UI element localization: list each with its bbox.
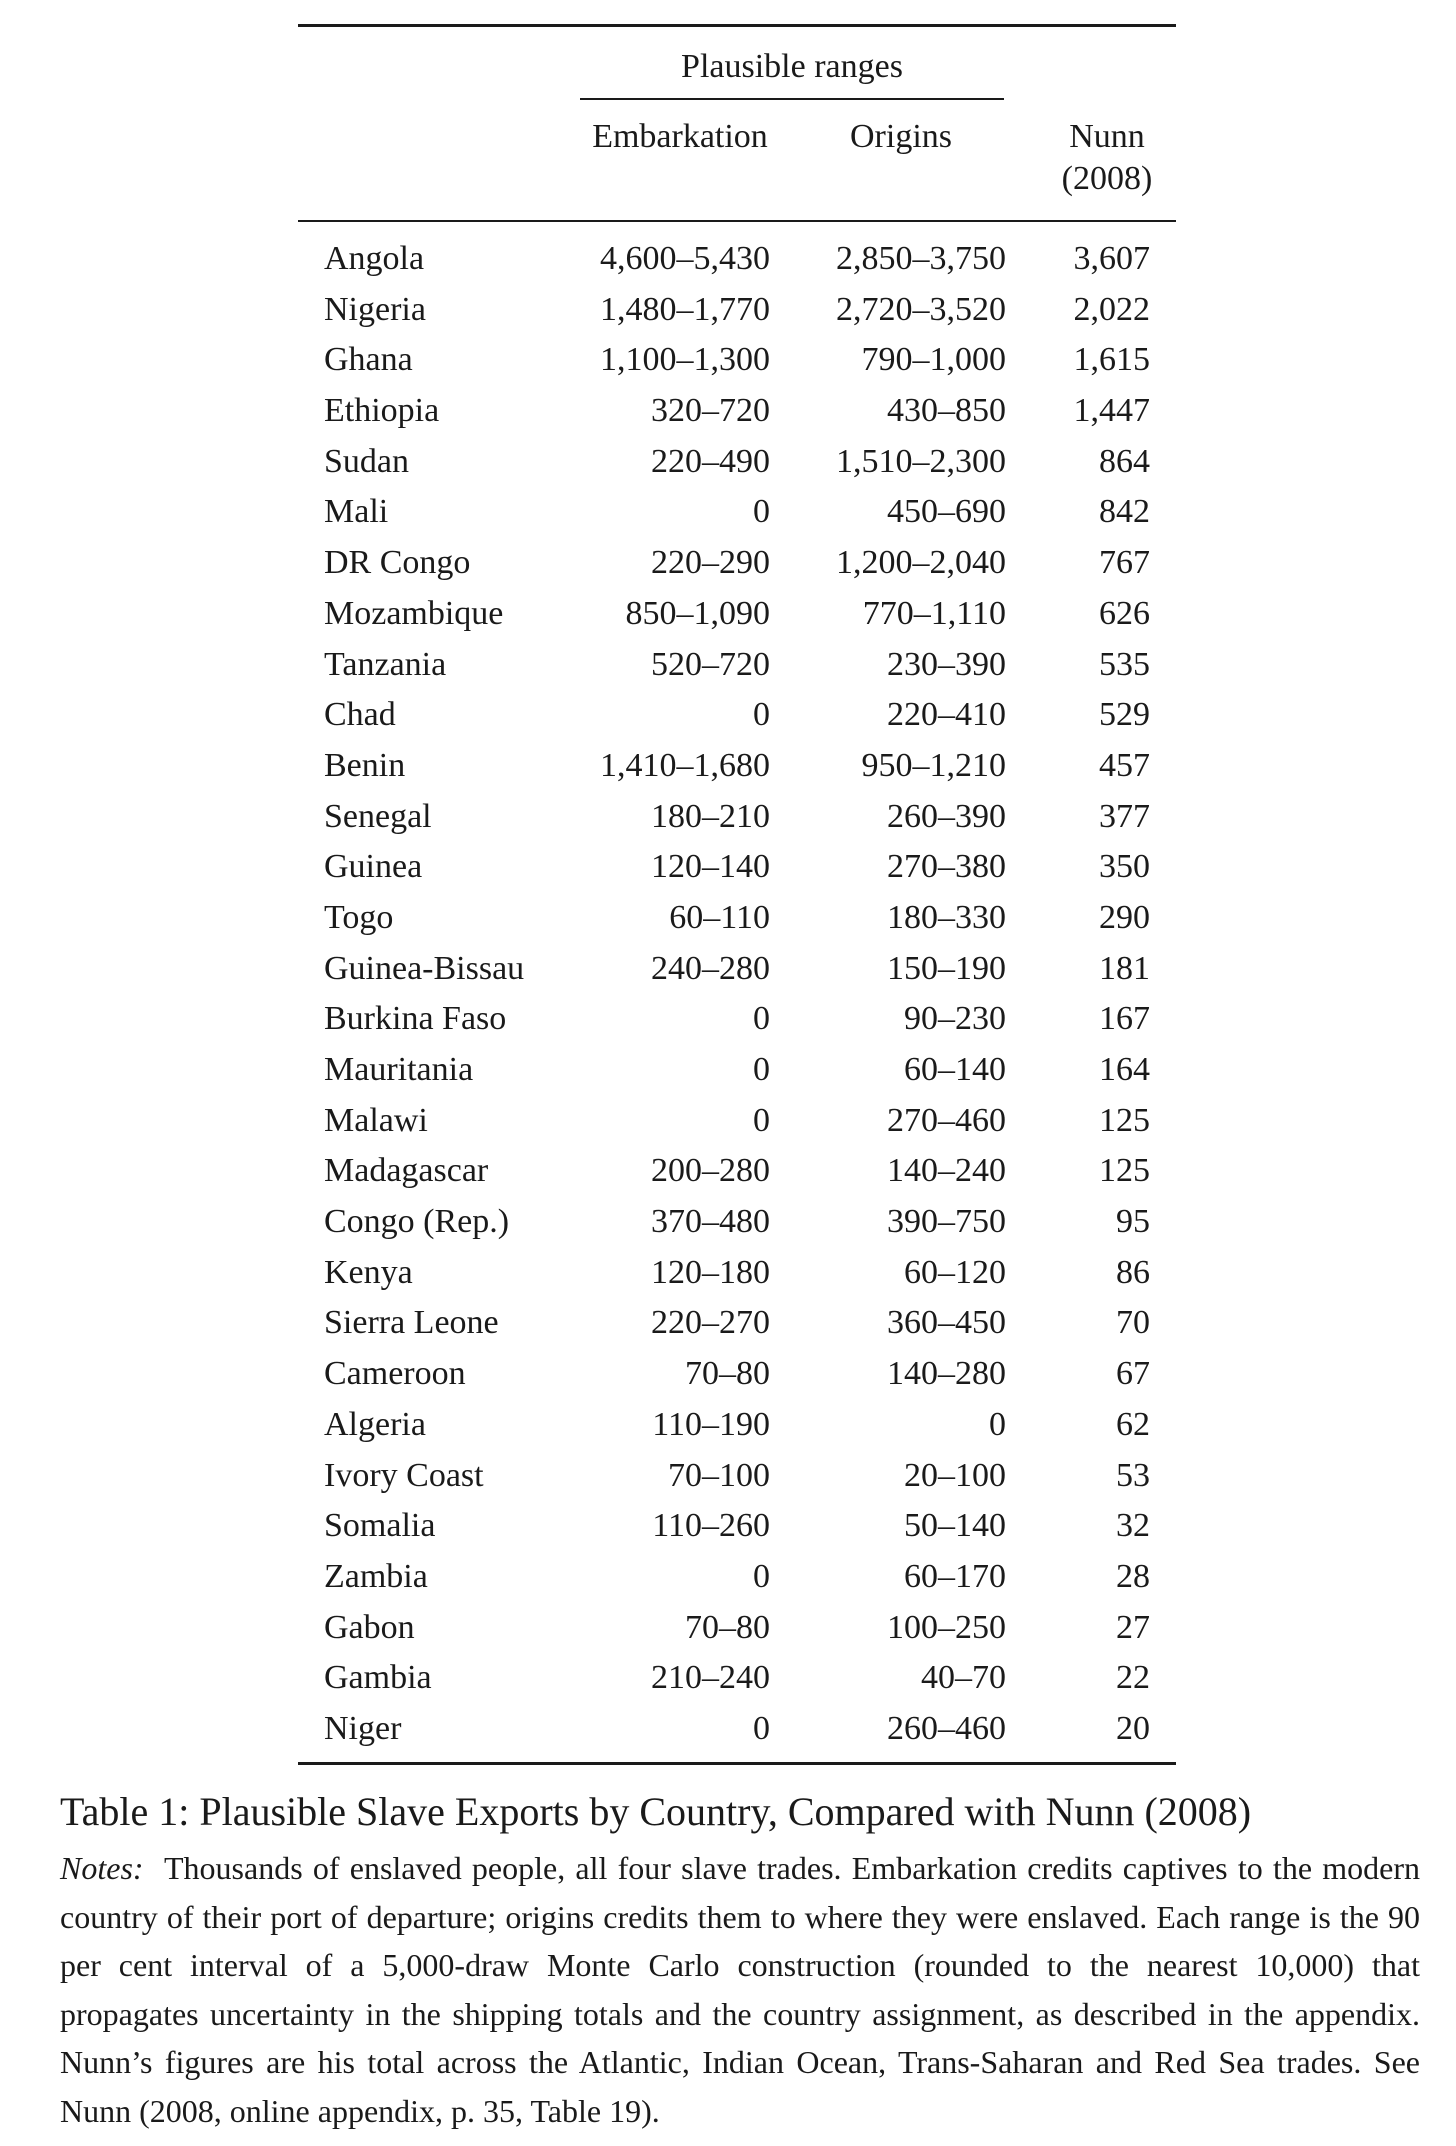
notes-label: Notes: (60, 1850, 144, 1886)
table-body (298, 234, 1176, 1755)
cell-origins: 230–390 (887, 645, 1006, 683)
cell-country: Chad (324, 696, 396, 734)
table-row (298, 1096, 1176, 1147)
cell-nunn: 3,607 (1073, 240, 1150, 277)
cell-origins: 2,850–3,750 (836, 240, 1006, 277)
table-row (298, 335, 1176, 386)
cell-country: Burkina Faso (324, 1000, 507, 1038)
table-row (298, 285, 1176, 336)
cell-embarkation: 70–80 (685, 1608, 770, 1646)
cell-origins: 60–170 (904, 1557, 1006, 1595)
cell-nunn: 864 (1099, 442, 1150, 480)
table-row (298, 1349, 1176, 1400)
cell-embarkation: 70–100 (668, 1456, 770, 1494)
cell-origins: 1,200–2,040 (836, 544, 1006, 582)
cell-country: Niger (324, 1709, 402, 1747)
table-bottom-rule (298, 1762, 1176, 1765)
cell-nunn: 626 (1099, 594, 1150, 632)
cell-country: Ethiopia (324, 392, 440, 430)
cell-embarkation: 60–110 (669, 898, 770, 936)
table-top-rule (298, 24, 1176, 27)
cell-nunn: 2,022 (1073, 290, 1150, 328)
table-row (298, 437, 1176, 488)
table-row (298, 842, 1176, 893)
cell-country: Guinea-Bissau (324, 949, 525, 987)
cell-nunn: 842 (1099, 493, 1150, 531)
cell-embarkation: 220–490 (651, 442, 770, 480)
cell-nunn: 1,447 (1073, 392, 1150, 430)
cell-embarkation: 0 (753, 1051, 770, 1088)
cell-embarkation: 520–720 (651, 645, 770, 683)
cell-embarkation: 370–480 (651, 1203, 770, 1241)
cell-origins: 220–410 (887, 696, 1006, 734)
table-row (298, 944, 1176, 995)
cell-embarkation: 120–140 (651, 848, 770, 886)
cell-nunn: 28 (1116, 1557, 1150, 1595)
column-header-nunn-line1: Nunn (1069, 118, 1145, 155)
table-row (298, 1501, 1176, 1552)
cell-embarkation: 4,600–5,430 (600, 240, 770, 277)
table-row (298, 1146, 1176, 1197)
table-row (298, 1552, 1176, 1603)
cell-nunn: 70 (1116, 1304, 1150, 1342)
cell-country: Ivory Coast (324, 1456, 484, 1494)
cell-nunn: 350 (1099, 848, 1150, 886)
cell-origins: 260–390 (887, 797, 1006, 835)
cell-nunn: 32 (1116, 1507, 1150, 1545)
cell-country: DR Congo (324, 544, 471, 582)
cell-origins: 270–460 (887, 1101, 1006, 1139)
cell-country: Senegal (324, 797, 432, 835)
cell-nunn: 535 (1099, 645, 1150, 683)
cell-country: Congo (Rep.) (324, 1203, 510, 1241)
cell-country: Zambia (324, 1557, 428, 1595)
cell-nunn: 20 (1116, 1709, 1150, 1747)
caption-notes (60, 1844, 1420, 2135)
cell-origins: 450–690 (887, 493, 1006, 531)
cell-nunn: 767 (1099, 544, 1150, 582)
table-row (298, 234, 1176, 285)
cell-nunn: 27 (1116, 1608, 1150, 1646)
cell-embarkation: 70–80 (685, 1355, 770, 1393)
cell-origins: 270–380 (887, 848, 1006, 886)
cell-country: Mozambique (324, 594, 504, 632)
cell-nunn: 377 (1099, 797, 1150, 835)
cell-nunn: 67 (1116, 1355, 1150, 1393)
cell-embarkation: 1,410–1,680 (600, 746, 770, 784)
table-row (298, 1451, 1176, 1502)
table-row (298, 1704, 1176, 1755)
table-row (298, 640, 1176, 691)
group-header-plausible-ranges: Plausible ranges (681, 48, 903, 85)
cell-origins: 390–750 (887, 1203, 1006, 1241)
cell-country: Tanzania (324, 645, 447, 683)
cell-embarkation: 220–270 (651, 1304, 770, 1342)
cell-embarkation: 210–240 (651, 1659, 770, 1697)
cell-embarkation: 0 (753, 696, 770, 734)
cell-nunn: 457 (1099, 746, 1150, 784)
cell-nunn: 22 (1116, 1659, 1150, 1697)
table-caption (60, 1786, 1420, 2135)
cell-embarkation: 110–260 (652, 1507, 770, 1545)
cell-embarkation: 0 (753, 1557, 770, 1595)
cell-country: Benin (324, 746, 406, 784)
cell-nunn: 529 (1099, 696, 1150, 734)
cell-origins: 60–120 (904, 1253, 1006, 1291)
cell-country: Nigeria (324, 290, 426, 328)
cell-origins: 0 (989, 1405, 1006, 1443)
cell-nunn: 95 (1116, 1203, 1150, 1241)
cell-nunn: 53 (1116, 1456, 1150, 1494)
table-row (298, 1400, 1176, 1451)
cell-country: Togo (324, 898, 394, 936)
table-row (298, 690, 1176, 741)
table-header-rule (298, 220, 1176, 222)
column-header-embarkation: Embarkation (592, 118, 768, 155)
cell-country: Gabon (324, 1608, 415, 1646)
cell-origins: 40–70 (921, 1659, 1006, 1697)
cell-embarkation: 0 (753, 1000, 770, 1038)
cell-embarkation: 0 (753, 493, 770, 531)
cell-embarkation: 0 (753, 1101, 770, 1139)
cell-country: Somalia (324, 1507, 436, 1545)
cell-origins: 260–460 (887, 1709, 1006, 1747)
cell-country: Mali (324, 493, 389, 531)
table-row (298, 994, 1176, 1045)
column-header-nunn-line2: (2008) (1061, 160, 1153, 197)
cell-origins: 150–190 (887, 949, 1006, 987)
cell-country: Kenya (324, 1253, 413, 1291)
table-row (298, 538, 1176, 589)
cell-origins: 790–1,000 (861, 341, 1006, 379)
cell-nunn: 167 (1099, 1000, 1150, 1038)
cell-origins: 140–280 (887, 1355, 1006, 1393)
table-row (298, 1045, 1176, 1096)
cell-origins: 950–1,210 (861, 746, 1006, 784)
cell-country: Malawi (324, 1101, 428, 1139)
cell-origins: 20–100 (904, 1456, 1006, 1494)
table-row (298, 1197, 1176, 1248)
cell-origins: 360–450 (887, 1304, 1006, 1342)
column-header-origins: Origins (850, 118, 952, 155)
cell-origins: 90–230 (904, 1000, 1006, 1038)
cell-embarkation: 320–720 (651, 392, 770, 430)
table-row (298, 1298, 1176, 1349)
group-header-rule (580, 98, 1004, 100)
cell-nunn: 86 (1116, 1253, 1150, 1291)
cell-nunn: 181 (1099, 949, 1150, 987)
cell-country: Sierra Leone (324, 1304, 499, 1342)
table-row (298, 1603, 1176, 1654)
cell-country: Madagascar (324, 1152, 489, 1190)
table-row (298, 487, 1176, 538)
cell-embarkation: 0 (753, 1709, 770, 1747)
cell-nunn: 125 (1099, 1152, 1150, 1190)
cell-country: Sudan (324, 442, 409, 480)
column-header-nunn (1038, 116, 1176, 200)
cell-nunn: 164 (1099, 1051, 1150, 1088)
cell-embarkation: 200–280 (651, 1152, 770, 1190)
cell-embarkation: 240–280 (651, 949, 770, 987)
cell-embarkation: 110–190 (652, 1405, 770, 1443)
cell-origins: 100–250 (887, 1608, 1006, 1646)
cell-origins: 60–140 (904, 1051, 1006, 1088)
cell-nunn: 1,615 (1073, 341, 1150, 379)
cell-country: Gambia (324, 1659, 432, 1697)
cell-country: Algeria (324, 1405, 426, 1443)
cell-country: Angola (324, 240, 425, 277)
cell-country: Mauritania (324, 1051, 474, 1088)
cell-embarkation: 120–180 (651, 1253, 770, 1291)
table-row (298, 893, 1176, 944)
cell-country: Cameroon (324, 1355, 466, 1393)
cell-origins: 180–330 (887, 898, 1006, 936)
cell-country: Guinea (324, 848, 423, 886)
table-row (298, 1248, 1176, 1299)
cell-nunn: 290 (1099, 898, 1150, 936)
cell-embarkation: 850–1,090 (625, 594, 770, 632)
cell-country: Ghana (324, 341, 413, 379)
notes-text: Thousands of enslaved people, all four slave trades. Embarkation credits captives to the modern country of their port of departure; origins credits them to where they were enslaved. Each range is the 90 per cent interval of a 5,000-draw Monte Carlo construction (rounded to the nearest 10,000) that propagates uncertainty in the shipping totals and the country assignment, as described in the appendix. Nunn’s figures are his total across the Atlantic, Indian Ocean, Trans-Saharan and Red Sea trades. See Nunn (2008, online appendix, p. 35, Table 19). (60, 1850, 1420, 2129)
table-row (298, 589, 1176, 640)
cell-embarkation: 1,100–1,300 (600, 341, 770, 379)
cell-embarkation: 180–210 (651, 797, 770, 835)
cell-origins: 430–850 (887, 392, 1006, 430)
table-row (298, 741, 1176, 792)
cell-embarkation: 1,480–1,770 (600, 290, 770, 328)
cell-origins: 50–140 (904, 1507, 1006, 1545)
caption-title: Table 1: Plausible Slave Exports by Country, Compared with Nunn (2008) (60, 1789, 1252, 1834)
cell-origins: 2,720–3,520 (836, 290, 1006, 328)
cell-nunn: 62 (1116, 1405, 1150, 1443)
cell-origins: 770–1,110 (862, 594, 1006, 632)
table-row (298, 386, 1176, 437)
table-row (298, 792, 1176, 843)
cell-nunn: 125 (1099, 1101, 1150, 1139)
cell-origins: 1,510–2,300 (836, 442, 1006, 480)
table-row (298, 1653, 1176, 1704)
cell-origins: 140–240 (887, 1152, 1006, 1190)
cell-embarkation: 220–290 (651, 544, 770, 582)
